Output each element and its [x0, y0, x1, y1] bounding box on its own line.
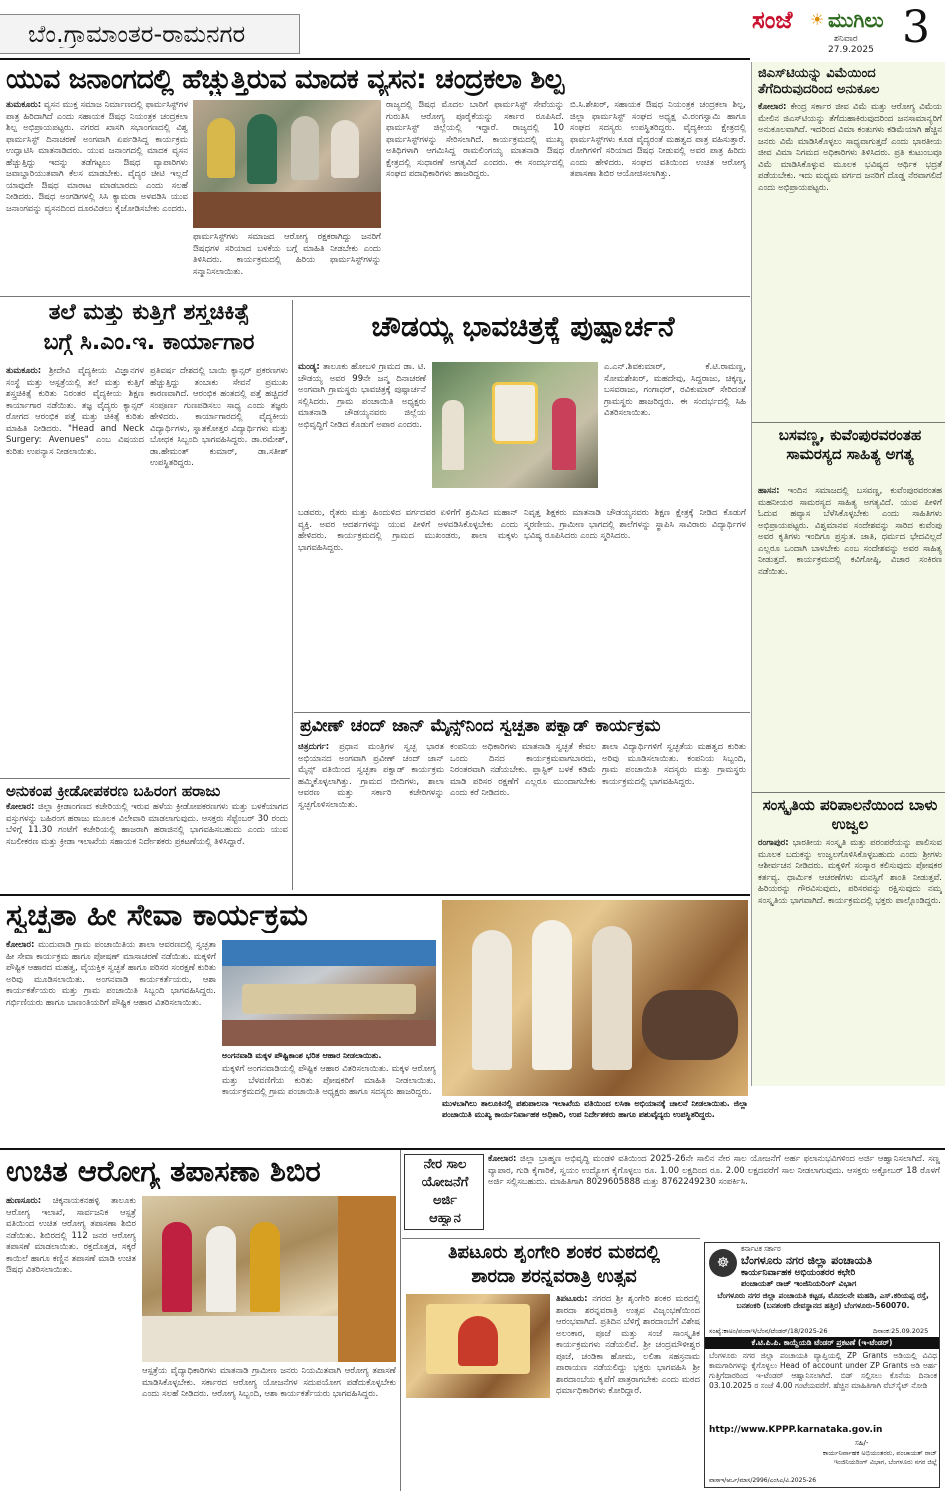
sidebar-s3-dateline: ರಂಗಾಪುರ:: [758, 838, 789, 848]
story8-label-3: ಅರ್ಜಿ: [432, 1193, 458, 1208]
story9-photo: [406, 1294, 550, 1398]
story1-text1: ವ್ಯಸನ ಮುಕ್ತ ಸಮಾಜ ನಿರ್ಮಾಣದಲ್ಲಿ ಫಾರ್ಮಸಿಸ್ಟ್‌ಗಳ ಪಾತ್ರ ಹಿರಿದಾಗಿದೆ ಎಂದು ಸಹಾಯಕ ಔಷಧ ನಿಯಂತ್ರಕ ಚಂದ್ರಕಲಾ ಶಿಲ್ಪ ಅಭಿಪ್ರಾಯಪಟ್ಟರು. ನಗರದ ಖಾಸಗಿ ಸಭಾಂಗಣದಲ್ಲಿ ವಿಶ್ವ ಫಾರ್ಮಸಿಸ್ಟ್ ದಿನಾಚರಣೆ ಅಂಗವಾಗಿ ಏರ್ಪಡಿಸಿದ್ದ ಕಾರ್ಯಕ್ರಮ ಉದ್ಘಾಟಿಸಿ ಮಾತನಾಡಿದರು. ಯುವ ಜನಾಂಗದಲ್ಲಿ ಮಾದಕ ವ್ಯಸನ ಹೆಚ್ಚುತ್ತಿದ್ದು ಇದನ್ನು ತಡೆಗಟ್ಟಲು ಔಷಧ ವ್ಯಾಪಾರಿಗಳು ಜವಾಬ್ದಾರಿಯುತವಾಗಿ ಕೆಲಸ ಮಾಡಬೇಕು. ವೈದ್ಯರ ಚೀಟಿ ಇಲ್ಲದೆ ಯಾವುದೇ ಔಷಧ ಮಾರಾಟ ಮಾಡಬಾರದು ಎಂದು ಸಲಹೆ ನೀಡಿದರು. ಔಷಧ ಅಂಗಡಿಗಳಲ್ಲಿ ಸಿಸಿ ಕ್ಯಾಮರಾ ಅಳವಡಿಸಿ ಯುವ ಜನಾಂಗವನ್ನು ವ್ಯಸನದಿಂದ ದೂರವಿಡಲು ಕೈಜೋಡಿಸಬೇಕು ಎಂದರು.: [6, 100, 188, 214]
masthead-sanje: ಸಂಜೆ: [752, 6, 793, 34]
story2-col2: [150, 366, 288, 774]
story8-text: ಜಿಲ್ಲಾ ಬ್ರಾಹ್ಮಣ ಅಭಿವೃದ್ಧಿ ಮಂಡಳಿ ವತಿಯಿಂದ 2025-26ನೇ ಸಾಲಿನ ನೇರ ಸಾಲ ಯೋಜನೆಗೆ ಅರ್ಹ ಫಲಾನುಭವಿಗಳಿಂದ ಅರ್ಜಿ ಆಹ್ವಾನಿಸಲಾಗಿದೆ. ಸಣ್ಣ ವ್ಯಾಪಾರ, ಗುಡಿ ಕೈಗಾರಿಕೆ, ಸ್ವಯಂ ಉದ್ಯೋಗ ಕೈಗೊಳ್ಳಲು ರೂ. 1.00 ಲಕ್ಷದಿಂದ ರೂ. 2.00 ಲಕ್ಷದವರೆಗೆ ಸಾಲ ನೀಡಲಾಗುವುದು. ಆಸಕ್ತರು ಅಕ್ಟೋಬರ್ 18 ರೊಳಗೆ ಅರ್ಜಿ ಸಲ್ಲಿಸಬಹುದು. ಮಾಹಿತಿಗಾಗಿ 8029605888 ಮತ್ತು 8762249230 ಸಂಪರ್ಕಿಸಿ.: [488, 1154, 940, 1187]
story2-headline-2: ಬಗ್ಗೆ ಸಿ.ಎಂ.ಇ. ಕಾರ್ಯಾಗಾರ: [43, 330, 255, 355]
story6-top-rule: [0, 894, 750, 896]
story1-photo: [193, 100, 381, 228]
masthead: [752, 6, 902, 58]
tender-body: ಬೆಂಗಳೂರು ನಗರ ಜಿಲ್ಲಾ ಪಂಚಾಯತಿ ವ್ಯಾಪ್ತಿಯಲ್ಲಿ ZP Grants ಅಡಿಯಲ್ಲಿ ವಿವಿಧ ಕಾಮಗಾರಿಗಳನ್ನು ಕೈಗೊಳ್ಳಲು Head of account under ZP Grants ಅಡಿ ಅರ್ಹ ಗುತ್ತಿಗೆದಾರರಿಂದ ಇ-ಟೆಂಡರ್ ಆಹ್ವಾನಿಸಲಾಗಿದೆ. ಬಿಡ್ ಸಲ್ಲಿಸಲು ಕೊನೆಯ ದಿನಾಂಕ 03.10.2025 ರ ಸಂಜೆ 4.00 ಗಂಟೆಯವರೆಗೆ. ಹೆಚ್ಚಿನ ಮಾಹಿತಿಗಾಗಿ ವೆಬ್‌ಸೈಟ್ ನೋಡಿ: [709, 1351, 937, 1390]
page-number: 3: [902, 2, 930, 53]
story1-text2: ಫಾರ್ಮಸಿಸ್ಟ್‌ಗಳು ಸಮಾಜದ ಆರೋಗ್ಯ ರಕ್ಷಕರಾಗಿದ್ದು ಜನರಿಗೆ ಔಷಧಗಳ ಸರಿಯಾದ ಬಳಕೆಯ ಬಗ್ಗೆ ಮಾಹಿತಿ ನೀಡಬೇಕು ಎಂದು ತಿಳಿಸಿದರು. ಕಾರ್ಯಕ್ರಮದಲ್ಲಿ ಹಿರಿಯ ಫಾರ್ಮಸಿಸ್ಟ್‌ಗಳನ್ನು ಸನ್ಮಾನಿಸಲಾಯಿತು.: [193, 232, 381, 277]
story1-dateline: ತುಮಕೂರು:: [6, 100, 42, 110]
story7-text1: ಚಿಕ್ಕನಾಯಕನಹಳ್ಳಿ ತಾಲೂಕು ಆರೋಗ್ಯ ಇಲಾಖೆ, ಸಾರ್ವಜನಿಕ ಆಸ್ಪತ್ರೆ ವತಿಯಿಂದ ಉಚಿತ ಆರೋಗ್ಯ ತಪಾಸಣಾ ಶಿಬಿರ ನಡೆಯಿತು. ಶಿಬಿರದಲ್ಲಿ 112 ಜನರ ಆರೋಗ್ಯ ತಪಾಸಣೆ ಮಾಡಲಾಯಿತು. ರಕ್ತದೊತ್ತಡ, ಸಕ್ಕರೆ ಕಾಯಿಲೆ ಹಾಗೂ ಕಣ್ಣಿನ ತಪಾಸಣೆ ಮಾಡಿ ಉಚಿತ ಔಷಧ ವಿತರಿಸಲಾಯಿತು.: [6, 1196, 136, 1275]
tender-signatory: ಕಾರ್ಯನಿರ್ವಾಹಕ ಅಭಿಯಂತರರು, ಪಂಚಾಯತ್ ರಾಜ್ ಇಂಜಿನಿಯರಿಂಗ್ ವಿಭಾಗ, ಬೆಂಗಳೂರು ನಗರ ಜಿಲ್ಲೆ: [822, 1449, 937, 1466]
tender-website[interactable]: http://www.KPPP.karnataka.gov.in: [709, 1425, 883, 1435]
story3-photo: [432, 362, 598, 488]
tender-ref-no: ಸಂಖ್ಯೆ:ಕಾಅಂ/ಪಂರಾಇ/ಬೆಂನ/ಟೆಂಡರ್/18/2025-26: [709, 1327, 828, 1335]
story6-dateline: ಕೋಲಾರ:: [6, 940, 35, 950]
story9-dateline: ತಿಪಟೂರು:: [556, 1294, 588, 1304]
tender-title-2: ಕಾರ್ಯನಿರ್ವಾಹಕ ಅಭಿಯಂತರರ ಕಛೇರಿ: [741, 1268, 856, 1278]
story1-text4: ಬಿ.ಸಿ.ಶೇಖರ್, ಸಹಾಯಕ ಔಷಧ ನಿಯಂತ್ರಕ ಚಂದ್ರಕಲಾ ಶಿಲ್ಪ, ಜಿಲ್ಲಾ ಫಾರ್ಮಸಿಸ್ಟ್ ಸಂಘದ ಅಧ್ಯಕ್ಷ ವಿ.ರಂಗಸ್ವಾಮಿ ಹಾಗೂ ಸಂಘದ ಸದಸ್ಯರು ಉಪಸ್ಥಿತರಿದ್ದರು. ವೈದ್ಯಕೀಯ ಕ್ಷೇತ್ರದಲ್ಲಿ ಫಾರ್ಮಸಿಸ್ಟ್‌ಗಳು ಕೂಡ ವೈದ್ಯರಂತೆ ಮಹತ್ವದ ಪಾತ್ರ ವಹಿಸುತ್ತಾರೆ. ರೋಗಿಗಳಿಗೆ ಸರಿಯಾದ ಔಷಧ ನೀಡುವಲ್ಲಿ ಅವರ ಪಾತ್ರ ಹಿರಿದು ಎಂದು ಹೇಳಿದರು. ಸಂಘದ ವತಿಯಿಂದ ಉಚಿತ ಆರೋಗ್ಯ ತಪಾಸಣಾ ಶಿಬಿರ ಆಯೋಜಿಸಲಾಗಿತ್ತು.: [570, 100, 746, 179]
story2-dateline: ತುಮಕೂರು:: [6, 366, 42, 376]
story4-col3: [602, 742, 746, 888]
story4-text3: ಶಾಲಾ ವಿದ್ಯಾರ್ಥಿಗಳಿಗೆ ಸ್ವಚ್ಛತೆಯ ಮಹತ್ವದ ಕುರಿತು ಅರಿವು ಮೂಡಿಸಲಾಯಿತು. ಕಂಪನಿಯ ಸಿಬ್ಬಂದಿ, ಗ್ರಾಮ ಪಂಚಾಯಿತಿ ಸದಸ್ಯರು ಮತ್ತು ಗ್ರಾಮಸ್ಥರು ಕಾರ್ಯಕ್ರಮದಲ್ಲಿ ಭಾಗವಹಿಸಿದ್ದರು.: [602, 742, 746, 787]
story6-photo-caption: ಅಂಗನವಾಡಿ ಮಕ್ಕಳ ಪೌಷ್ಟಿಕಾಂಶ ಭರಿತ ಆಹಾರ ನೀಡಲಾಯಿತು.: [222, 1051, 382, 1060]
story3-headline: ಚೌಡಯ್ಯ ಭಾವಚಿತ್ರಕ್ಕೆ ಪುಷ್ಪಾರ್ಚನೆ: [371, 310, 675, 343]
story6-text: ಮುದುವಾಡಿ ಗ್ರಾಮ ಪಂಚಾಯಿತಿಯ ಶಾಲಾ ಆವರಣದಲ್ಲಿ ಸ್ವಚ್ಛತಾ ಹೀ ಸೇವಾ ಕಾರ್ಯಕ್ರಮ ಹಾಗೂ ಪೋಷಣ್ ಮಾಸಾಚರಣೆ ನಡೆಯಿತು. ಮಕ್ಕಳಿಗೆ ಪೌಷ್ಟಿಕ ಆಹಾರದ ಮಹತ್ವ, ವೈಯಕ್ತಿಕ ಸ್ವಚ್ಛತೆ ಹಾಗೂ ಪರಿಸರ ಸಂರಕ್ಷಣೆ ಕುರಿತು ಅರಿವು ಮೂಡಿಸಲಾಯಿತು. ಅಂಗನವಾಡಿ ಕಾರ್ಯಕರ್ತೆಯರು, ಆಶಾ ಕಾರ್ಯಕರ್ತೆಯರು ಮತ್ತು ಗ್ರಾಮ ಪಂಚಾಯಿತಿ ಸಿಬ್ಬಂದಿ ಭಾಗವಹಿಸಿದ್ದರು. ಗರ್ಭಿಣಿಯರು ಹಾಗೂ ಬಾಣಂತಿಯರಿಗೆ ಪೌಷ್ಟಿಕ ಆಹಾರ ವಿತರಿಸಲಾಯಿತು.: [6, 940, 216, 1008]
story5-body: [6, 802, 288, 890]
sidebar-s2-dateline: ಹಾಸನ:: [758, 486, 780, 496]
story6-body: [6, 940, 216, 1140]
story5-top-rule: [0, 778, 290, 779]
sun-icon: ☀: [810, 10, 825, 29]
story2-text2: ಪ್ರತಿವರ್ಷ ದೇಶದಲ್ಲಿ ಬಾಯಿ ಕ್ಯಾನ್ಸರ್ ಪ್ರಕರಣಗಳು ಹೆಚ್ಚುತ್ತಿದ್ದು ತಂಬಾಕು ಸೇವನೆ ಪ್ರಮುಖ ಕಾರಣವಾಗಿದೆ. ಆರಂಭಿಕ ಹಂತದಲ್ಲಿ ಪತ್ತೆ ಹಚ್ಚಿದರೆ ಸಂಪೂರ್ಣ ಗುಣಪಡಿಸಲು ಸಾಧ್ಯ ಎಂದು ತಜ್ಞರು ಹೇಳಿದರು. ಕಾರ್ಯಾಗಾರದಲ್ಲಿ ವೈದ್ಯಕೀಯ ವಿದ್ಯಾರ್ಥಿಗಳು, ಸ್ನಾತಕೋತ್ತರ ವಿದ್ಯಾರ್ಥಿಗಳು ಮತ್ತು ಬೋಧಕ ಸಿಬ್ಬಂದಿ ಭಾಗವಹಿಸಿದ್ದರು. ಡಾ.ರಮೇಶ್, ಡಾ.ಹೇಮಂತ್ ಕುಮಾರ್, ಡಾ.ಸತೀಶ್ ಉಪಸ್ಥಿತರಿದ್ದರು.: [150, 366, 288, 468]
story1-text3: ರಾಜ್ಯದಲ್ಲಿ ಔಷಧ ಮೊದಲ ಬಾರಿಗೆ ಫಾರ್ಮಸಿಸ್ಟ್ ಸೇವೆಯನ್ನು ಗುರುತಿಸಿ ಆರೋಗ್ಯ ಪೂರೈಕೆಯನ್ನು ಸರ್ಕಾರ ರೂಪಿಸಿದೆ. ಫಾರ್ಮಸಿಸ್ಟ್ ಜಿಲ್ಲೆಯಲ್ಲಿ ಇದ್ದಾರೆ. ರಾಜ್ಯದಲ್ಲಿ 10 ಫಾರ್ಮಸಿಸ್ಟ್‌ಗಳನ್ನು ಸೇರಿಸಲಾಗಿದೆ. ಕಾರ್ಯಕ್ರಮದಲ್ಲಿ ಮುಖ್ಯ ಅತಿಥಿಗಳಾಗಿ ಆಗಮಿಸಿದ್ದ ರಾಮಲಿಂಗಯ್ಯ ಮಾತನಾಡಿ ಔಷಧ ಕ್ಷೇತ್ರದಲ್ಲಿ ಸುಧಾರಣೆ ಅಗತ್ಯವಿದೆ ಎಂದರು. ಈ ಸಂದರ್ಭದಲ್ಲಿ ಸಂಘದ ಪದಾಧಿಕಾರಿಗಳು ಹಾಜರಿದ್ದರು.: [386, 100, 564, 179]
story6-big-photo: [442, 900, 748, 1096]
story8-body: [488, 1154, 940, 1234]
sidebar-s3-headline: ಸಂಸ್ಕೃತಿಯ ಪರಿಪಾಲನೆಯಿಂದ ಬಾಳು ಉಜ್ವಲ: [762, 796, 938, 833]
story8-label-box: [404, 1154, 484, 1230]
story1-headline: ಯುವ ಜನಾಂಗದಲ್ಲಿ ಹೆಚ್ಚುತ್ತಿರುವ ಮಾದಕ ವ್ಯಸನ: ಚಂದ್ರಕಲಾ ಶಿಲ್ಪ: [6, 64, 564, 95]
sidebar-rule-2: [752, 792, 945, 793]
story1-col3: [386, 100, 564, 290]
story3-text4: ಎ.ಎನ್.ಶಿವಕುಮಾರ್, ಕೆ.ಟಿ.ರಾಮಣ್ಣ, ಸೋಮಶೇಖರ್, ಮಹದೇವು, ಸಿದ್ದರಾಜು, ಚಿಕ್ಕಣ್ಣ, ಬಸವರಾಜು, ಗಂಗಾಧರ್, ರವಿಕುಮಾರ್ ಸೇರಿದಂತೆ ಗ್ರಾಮಸ್ಥರು ಹಾಜರಿದ್ದರು. ಈ ಸಂದರ್ಭದಲ್ಲಿ ಸಿಹಿ ವಿತರಿಸಲಾಯಿತು.: [604, 362, 746, 418]
section-title-banner: [0, 14, 300, 54]
story6-headline: ಸ್ವಚ್ಛತಾ ಹೀ ಸೇವಾ ಕಾರ್ಯಕ್ರಮ: [6, 898, 308, 933]
story4-dateline: ಚಿತ್ರದುರ್ಗ:: [298, 742, 330, 752]
story7-text2: ಆಸ್ಪತ್ರೆಯ ವೈದ್ಯಾಧಿಕಾರಿಗಳು ಮಾತನಾಡಿ ಗ್ರಾಮೀಣ ಜನರು ನಿಯಮಿತವಾಗಿ ಆರೋಗ್ಯ ತಪಾಸಣೆ ಮಾಡಿಸಿಕೊಳ್ಳಬೇಕು. ಸರ್ಕಾರದ ಆರೋಗ್ಯ ಯೋಜನೆಗಳ ಸದುಪಯೋಗ ಪಡೆದುಕೊಳ್ಳಬೇಕು ಎಂದು ಸಲಹೆ ನೀಡಿದರು. ಆರೋಗ್ಯ ಸಿಬ್ಬಂದಿ, ಆಶಾ ಕಾರ್ಯಕರ್ತೆಯರು ಭಾಗವಹಿಸಿದ್ದರು.: [142, 1366, 396, 1399]
story5-text: ಜಿಲ್ಲಾ ಕ್ರೀಡಾಂಗಣದ ಕಚೇರಿಯಲ್ಲಿ ಇರುವ ಹಳೆಯ ಕ್ರೀಡೋಪಕರಣಗಳು ಮತ್ತು ಬಳಕೆಯಾಗದ ವಸ್ತುಗಳನ್ನು ಬಹಿರಂಗ ಹರಾಜು ಮೂಲಕ ವಿಲೇವಾರಿ ಮಾಡಲಾಗುವುದು. ಆಸಕ್ತರು ಸೆಪ್ಟೆಂಬರ್ 30 ರಂದು ಬೆಳಿಗ್ಗೆ 11.30 ಗಂಟೆಗೆ ಕಚೇರಿಯಲ್ಲಿ ಹಾಜರಾಗಿ ಹರಾಜಿನಲ್ಲಿ ಭಾಗವಹಿಸಬಹುದು ಎಂದು ಯುವ ಸಬಲೀಕರಣ ಮತ್ತು ಕ್ರೀಡಾ ಇಲಾಖೆಯ ಸಹಾಯಕ ನಿರ್ದೇಶಕರು ಪ್ರಕಟಣೆಯಲ್ಲಿ ತಿಳಿಸಿದ್ದಾರೆ.: [6, 802, 288, 847]
story4-col1: [298, 742, 444, 888]
story9-text: ನಗರದ ಶ್ರೀ ಶೃಂಗೇರಿ ಶಂಕರ ಮಠದಲ್ಲಿ ಶಾರದಾ ಶರನ್ನವರಾತ್ರಿ ಉತ್ಸವ ವಿಜೃಂಭಣೆಯಿಂದ ಆರಂಭವಾಗಿದೆ. ಪ್ರತಿದಿನ ಬೆಳಿಗ್ಗೆ ಶಾರದಾಂಬೆಗೆ ವಿಶೇಷ ಅಲಂಕಾರ, ಪೂಜೆ ಮತ್ತು ಸಂಜೆ ಸಾಂಸ್ಕೃತಿಕ ಕಾರ್ಯಕ್ರಮಗಳು ನಡೆಯಲಿವೆ. ಶ್ರೀ ಚಂದ್ರಮೌಳೀಶ್ವರ ಪೂಜೆ, ಚಂಡಿಕಾ ಹೋಮ, ಲಲಿತಾ ಸಹಸ್ರನಾಮ ಪಾರಾಯಣ ನಡೆಯಲಿದ್ದು ಭಕ್ತರು ಭಾಗವಹಿಸಿ ಶ್ರೀ ಶಾರದಾಂಬೆಯ ಕೃಪೆಗೆ ಪಾತ್ರರಾಗಬೇಕು ಎಂದು ಮಠದ ಧರ್ಮಾಧಿಕಾರಿಗಳು ಕೋರಿದ್ದಾರೆ.: [556, 1294, 700, 1396]
sidebar-s2-text: ಇಂದಿನ ಸಮಾಜದಲ್ಲಿ ಬಸವಣ್ಣ, ಕುವೆಂಪುರವರಂತಹ ಮಹನೀಯರ ಸಾಮರಸ್ಯದ ಸಾಹಿತ್ಯ ಅಗತ್ಯವಿದೆ. ಯುವ ಪೀಳಿಗೆ ಓದುವ ಹವ್ಯಾಸ ಬೆಳೆಸಿಕೊಳ್ಳಬೇಕು ಎಂದು ಸಾಹಿತಿಗಳು ಅಭಿಪ್ರಾಯಪಟ್ಟರು. ವಿಶ್ವಮಾನವ ಸಂದೇಶವನ್ನು ಸಾರಿದ ಕುವೆಂಪು ಅವರ ಕೃತಿಗಳು ಇಂದಿಗೂ ಪ್ರಸ್ತುತ. ಜಾತಿ, ಧರ್ಮದ ಭೇದವಿಲ್ಲದೆ ಎಲ್ಲರೂ ಒಂದಾಗಿ ಬಾಳಬೇಕು ಎಂಬ ಸಂದೇಶವನ್ನು ಅವರ ಸಾಹಿತ್ಯ ನೀಡುತ್ತದೆ. ಕಾರ್ಯಕ್ರಮದಲ್ಲಿ ಕವಿಗೋಷ್ಠಿ, ವಿಚಾರ ಸಂಕಿರಣ ನಡೆಯಿತು.: [758, 486, 942, 577]
story6-big-photo-caption: ಮುಳಬಾಗಿಲು ತಾಲೂಕಿನಲ್ಲಿ ಪಶುಪಾಲನಾ ಇಲಾಖೆಯ ವತಿಯಿಂದ ಲಸಿಕಾ ಅಭಿಯಾನಕ್ಕೆ ಚಾಲನೆ ನೀಡಲಾಯಿತು. ಜಿಲ್ಲಾ ಪಂಚಾಯಿತಿ ಮುಖ್ಯ ಕಾರ್ಯನಿರ್ವಾಹಕ ಅಧಿಕಾರಿ, ಉಪ ನಿರ್ದೇಶಕರು ಹಾಗೂ ಪಶುವೈದ್ಯರು ಉಪಸ್ಥಿತರಿದ್ದರು.: [442, 1099, 748, 1119]
story4-text2: ಕಂಪನಿಯ ಅಧಿಕಾರಿಗಳು ಮಾತನಾಡಿ ಸ್ವಚ್ಛತೆ ಕೇವಲ ಒಂದು ದಿನದ ಕಾರ್ಯಕ್ರಮವಾಗಬಾರದು, ನಿರಂತರವಾಗಿ ನಡೆಯಬೇಕು. ಪ್ಲಾಸ್ಟಿಕ್ ಬಳಕೆ ಕಡಿಮೆ ಮಾಡಿ ಪರಿಸರ ರಕ್ಷಣೆಗೆ ಎಲ್ಲರೂ ಮುಂದಾಗಬೇಕು ಎಂದು ಕರೆ ನೀಡಿದರು.: [450, 742, 596, 798]
story3-text3: ನಿವೃತ್ತ ಶಿಕ್ಷಕರು ಮಾತನಾಡಿ ಚೌಡಯ್ಯನವರು ಶಿಕ್ಷಣ ಕ್ಷೇತ್ರಕ್ಕೆ ನೀಡಿದ ಕೊಡುಗೆ ಸ್ಮರಣೀಯ. ಗ್ರಾಮೀಣ ಭಾಗದಲ್ಲಿ ಶಾಲೆಗಳನ್ನು ಸ್ಥಾಪಿಸಿ ಸಾವಿರಾರು ವಿದ್ಯಾರ್ಥಿಗಳ ಭವಿಷ್ಯ ರೂಪಿಸಿದರು ಎಂದು ಸ್ಮರಿಸಿದರು.: [524, 508, 746, 541]
story4-text1: ಪ್ರಧಾನ ಮಂತ್ರಿಗಳ ಸ್ವಚ್ಛ ಭಾರತ ಅಭಿಯಾನದ ಅಂಗವಾಗಿ ಪ್ರವೀಣ್ ಚಂದ್ ಜಾನ್ ಮೈನ್ಸ್ ವತಿಯಿಂದ ಸ್ವಚ್ಛತಾ ಪಕ್ವಾಡ್ ಕಾರ್ಯಕ್ರಮ ಹಮ್ಮಿಕೊಳ್ಳಲಾಗಿತ್ತು. ಗ್ರಾಮದ ಬೀದಿಗಳು, ಶಾಲಾ ಆವರಣ ಮತ್ತು ಸರ್ಕಾರಿ ಕಚೇರಿಗಳನ್ನು ಸ್ವಚ್ಛಗೊಳಿಸಲಾಯಿತು.: [298, 742, 444, 810]
story3-dateline: ಮಂಡ್ಯ:: [298, 362, 320, 372]
story3-col4: [604, 362, 746, 504]
story7-photo: [142, 1196, 396, 1362]
story3-text2: ಬಡವರು, ರೈತರು ಮತ್ತು ಹಿಂದುಳಿದ ವರ್ಗದವರ ಏಳಿಗೆಗೆ ಶ್ರಮಿಸಿದ ಮಹಾನ್ ವ್ಯಕ್ತಿ. ಅವರ ಆದರ್ಶಗಳನ್ನು ಯುವ ಪೀಳಿಗೆ ಅಳವಡಿಸಿಕೊಳ್ಳಬೇಕು ಎಂದು ಹೇಳಿದರು. ಕಾರ್ಯಕ್ರಮದಲ್ಲಿ ಗ್ರಾಮದ ಮುಖಂಡರು, ಶಾಲಾ ಮಕ್ಕಳು ಭಾಗವಹಿಸಿದ್ದರು.: [298, 508, 518, 553]
story9-top-rule: [402, 1238, 700, 1239]
tender-signature: ಸಹಿ/-: [855, 1439, 869, 1447]
col-divider-left: [292, 300, 293, 890]
issue-day: ಶನಿವಾರ: [834, 34, 858, 44]
story7-col1: [6, 1196, 136, 1486]
tender-ad: [704, 1242, 940, 1488]
story1-col4: [570, 100, 746, 290]
story2-text1: ಶ್ರೀದೇವಿ ವೈದ್ಯಕೀಯ ವಿಜ್ಞಾನಗಳ ಸಂಸ್ಥೆ ಮತ್ತು ಆಸ್ಪತ್ರೆಯಲ್ಲಿ ತಲೆ ಮತ್ತು ಕುತ್ತಿಗೆ ಶಸ್ತ್ರಚಿಕಿತ್ಸೆ ಕುರಿತು ನಿರಂತರ ವೈದ್ಯಕೀಯ ಶಿಕ್ಷಣ ಕಾರ್ಯಾಗಾರ ನಡೆಯಿತು. ತಜ್ಞ ವೈದ್ಯರು ಕ್ಯಾನ್ಸರ್ ರೋಗದ ಆರಂಭಿಕ ಪತ್ತೆ ಮತ್ತು ಚಿಕಿತ್ಸೆ ಕುರಿತು ಮಾಹಿತಿ ನೀಡಿದರು. "Head and Neck Surgery: Avenues" ಎಂಬ ವಿಷಯದ ಕುರಿತು ಉಪನ್ಯಾಸ ನೀಡಲಾಯಿತು.: [6, 366, 144, 457]
tender-title-1: ಬೆಂಗಳೂರು ನಗರ ಜಿಲ್ಲಾ ಪಂಚಾಯತಿ: [741, 1254, 873, 1267]
issue-date: 27.9.2025: [828, 45, 874, 55]
tender-notice-title: ಕೆ.ಟಿ.ಪಿ.ಪಿ. ಕಾಯ್ದೆಯಡಿ ಟೆಂಡರ್ ಪ್ರಕಟಣೆ (ಇ-ಟೆಂಡರ್): [705, 1337, 939, 1349]
story3-col1: [298, 362, 426, 504]
story4-top-rule: [294, 712, 750, 713]
story1-col2: [193, 232, 381, 290]
sidebar-rule-1: [752, 422, 945, 423]
story5-dateline: ಕೋಲಾರ:: [6, 802, 35, 812]
sidebar-s1-body: [758, 102, 942, 418]
masthead-mugilu: ಮುಗಿಲು: [828, 8, 884, 32]
story6-text2: ಮಕ್ಕಳಿಗೆ ಅಂಗನವಾಡಿಯಲ್ಲಿ ಪೌಷ್ಟಿಕ ಆಹಾರ ವಿತರಿಸಲಾಯಿತು. ಮಕ್ಕಳ ಆರೋಗ್ಯ ಮತ್ತು ಬೆಳವಣಿಗೆಯ ಕುರಿತು ಪೋಷಕರಿಗೆ ಮಾಹಿತಿ ನೀಡಲಾಯಿತು. ಕಾರ್ಯಕ್ರಮದಲ್ಲಿ ಗ್ರಾಮ ಪಂಚಾಯಿತಿ ಅಧ್ಯಕ್ಷರು ಹಾಗೂ ಸದಸ್ಯರು ಹಾಜರಿದ್ದರು.: [222, 1064, 436, 1097]
story7-col2: [142, 1366, 396, 1486]
col-divider-bottom: [400, 1150, 401, 1491]
emblem-icon: ☸: [709, 1249, 737, 1277]
story3-col3: [524, 508, 746, 708]
story3-col2: [298, 508, 518, 708]
story7-top-rule: [0, 1148, 945, 1150]
tender-address: ಬೆಂಗಳೂರು ನಗರ ಜಿಲ್ಲಾ ಪಂಚಾಯತಿ ಕಟ್ಟಡ, ಮೊದಲನೇ ಮಹಡಿ, ಎಸ್.ಕರಿಯಪ್ಪ ರಸ್ತೆ, ಬನಶಂಕರಿ (ಬನಶಂಕರಿ ದೇವಸ್ಥಾನದ ಹತ್ತಿರ) ಬೆಂಗಳೂರು-560070.: [717, 1291, 929, 1310]
sidebar-s2-headline: ಬಸವಣ್ಣ, ಕುವೆಂಪುರವರಂತಹ ಸಾಮರಸ್ಯದ ಸಾಹಿತ್ಯ ಅಗತ್ಯ: [778, 426, 922, 463]
tender-title-3: ಪಂಚಾಯತ್ ರಾಜ್ ಇಂಜಿನಿಯರಿಂಗ್ ವಿಭಾಗ: [741, 1279, 857, 1288]
tender-footer: ವಾಸಾಇ/ಆರ್ಒ/ಮಾಸ/2996/ಎಂಸಿಎ/ವಿ.2025-26: [709, 1477, 817, 1484]
story6-col2: [222, 1064, 436, 1140]
sidebar-s1-headline: ಜಿಎಸ್‌ಟಿಯನ್ನು ವಿಮೆಯಿಂದ ತೆಗೆದಿರುವುದರಿಂದ ಅನುಕೂಲ: [758, 66, 880, 97]
story6-photo: [222, 940, 436, 1046]
story2-headline-1: ತಲೆ ಮತ್ತು ಕುತ್ತಿಗೆ ಶಸ್ತ್ರಚಿಕಿತ್ಸೆ: [48, 300, 250, 325]
story9-body: [556, 1294, 700, 1486]
story8-label-4: ಆಹ್ವಾನ: [429, 1211, 461, 1226]
sidebar-s2-body: [758, 486, 942, 786]
story8-dateline: ಕೋಲಾರ:: [488, 1154, 517, 1164]
story4-col2: [450, 742, 596, 888]
section-title: ಬೆಂ.ಗ್ರಾಮಾಂತರ-ರಾಮನಗರ: [28, 20, 246, 48]
header-rule: [0, 58, 750, 60]
story8-label-2: ಯೋಜನೆಗೆ: [421, 1175, 469, 1190]
story8-label-1: ನೇರ ಸಾಲ: [423, 1157, 467, 1172]
story9-headline-1: ತಿಪಟೂರು ಶೃಂಗೇರಿ ಶಂಕರ ಮಠದಲ್ಲಿ: [448, 1242, 660, 1263]
sidebar-s1-dateline: ಕೋಲಾರ:: [758, 102, 787, 112]
story7-dateline: ಹುಣಸೂರು:: [6, 1196, 42, 1206]
story7-headline: ಉಚಿತ ಆರೋಗ್ಯ ತಪಾಸಣಾ ಶಿಬಿರ: [6, 1154, 321, 1188]
sidebar-s1-text: ಕೇಂದ್ರ ಸರ್ಕಾರ ಜೀವ ವಿಮೆ ಮತ್ತು ಆರೋಗ್ಯ ವಿಮೆಯ ಮೇಲಿನ ಜಿಎಸ್‌ಟಿಯನ್ನು ತೆಗೆದುಹಾಕಿರುವುದರಿಂದ ಜನಸಾಮಾನ್ಯರಿಗೆ ಅನುಕೂಲವಾಗಿದೆ. ಇದರಿಂದ ವಿಮಾ ಕಂತುಗಳು ಕಡಿಮೆಯಾಗಿ ಹೆಚ್ಚಿನ ಜನರು ವಿಮೆ ಮಾಡಿಸಿಕೊಳ್ಳಲು ಸಾಧ್ಯವಾಗುತ್ತದೆ ಎಂದು ಭಾರತೀಯ ಜೀವ ವಿಮಾ ನಿಗಮದ ಅಧಿಕಾರಿಗಳು ತಿಳಿಸಿದರು. ಪ್ರತಿ ಕುಟುಂಬವೂ ವಿಮೆ ಮಾಡಿಸಿಕೊಳ್ಳುವ ಮೂಲಕ ಭವಿಷ್ಯದ ಆರ್ಥಿಕ ಭದ್ರತೆ ಪಡೆಯಬೇಕು. ಇದು ಮಧ್ಯಮ ವರ್ಗದ ಜನರಿಗೆ ದೊಡ್ಡ ನೆರವಾಗಲಿದೆ ಎಂದು ಅಭಿಪ್ರಾಯಪಟ್ಟರು.: [758, 102, 942, 193]
story1-col1: [6, 100, 188, 290]
story4-headline: ಪ್ರವೀಣ್ ಚಂದ್ ಜಾನ್ ಮೈನ್ಸ್‌ನಿಂದ ಸ್ವಚ್ಛತಾ ಪಕ್ವಾಡ್ ಕಾರ್ಯಕ್ರಮ: [300, 716, 661, 736]
story2-col1: [6, 366, 144, 774]
story1-bottom-rule: [0, 296, 750, 297]
tender-govt: ಕರ್ನಾಟಕ ಸರ್ಕಾರ: [741, 1245, 781, 1253]
sidebar: [751, 62, 945, 1086]
sidebar-s3-text: ಭಾರತೀಯ ಸಂಸ್ಕೃತಿ ಮತ್ತು ಪರಂಪರೆಯನ್ನು ಪಾಲಿಸುವ ಮೂಲಕ ಬದುಕನ್ನು ಉಜ್ವಲಗೊಳಿಸಿಕೊಳ್ಳಬಹುದು ಎಂದು ಶ್ರೀಗಳು ಆಶೀರ್ವಚನ ನೀಡಿದರು. ಮಕ್ಕಳಿಗೆ ಸಂಸ್ಕಾರ ಕಲಿಸುವುದು ಪೋಷಕರ ಕರ್ತವ್ಯ. ಧಾರ್ಮಿಕ ಆಚರಣೆಗಳು ಮನಸ್ಸಿಗೆ ಶಾಂತಿ ನೀಡುತ್ತವೆ. ಹಿರಿಯರನ್ನು ಗೌರವಿಸುವುದು, ಪರಿಸರವನ್ನು ರಕ್ಷಿಸುವುದು ನಮ್ಮ ಸಂಸ್ಕೃತಿಯ ಭಾಗವಾಗಿದೆ. ಕಾರ್ಯಕ್ರಮದಲ್ಲಿ ಭಕ್ತರು ಪಾಲ್ಗೊಂಡಿದ್ದರು.: [758, 838, 942, 906]
story5-headline: ಅನುಕಂಪ ಕ್ರೀಡೋಪಕರಣ ಬಹಿರಂಗ ಹರಾಜು: [6, 782, 221, 800]
sidebar-s3-body: [758, 838, 942, 1082]
story3-text1: ತಾಲೂಕು ಹೋಬಳಿ ಗ್ರಾಮದ ಡಾ. ಟಿ. ಚೌಡಯ್ಯ ಅವರ 99ನೇ ಜನ್ಮ ದಿನಾಚರಣೆ ಅಂಗವಾಗಿ ಗ್ರಾಮಸ್ಥರು ಭಾವಚಿತ್ರಕ್ಕೆ ಪುಷ್ಪಾರ್ಚನೆ ಸಲ್ಲಿಸಿದರು. ಗ್ರಾಮ ಪಂಚಾಯಿತಿ ಅಧ್ಯಕ್ಷರು ಮಾತನಾಡಿ ಚೌಡಯ್ಯನವರು ಜಿಲ್ಲೆಯ ಅಭಿವೃದ್ಧಿಗೆ ನೀಡಿದ ಕೊಡುಗೆ ಅಪಾರ ಎಂದರು.: [298, 362, 426, 430]
tender-ref-date: ದಿನಾಂಕ:25.09.2025: [873, 1327, 929, 1335]
story9-headline-2: ಶಾರದಾ ಶರನ್ನವರಾತ್ರಿ ಉತ್ಸವ: [471, 1266, 637, 1287]
